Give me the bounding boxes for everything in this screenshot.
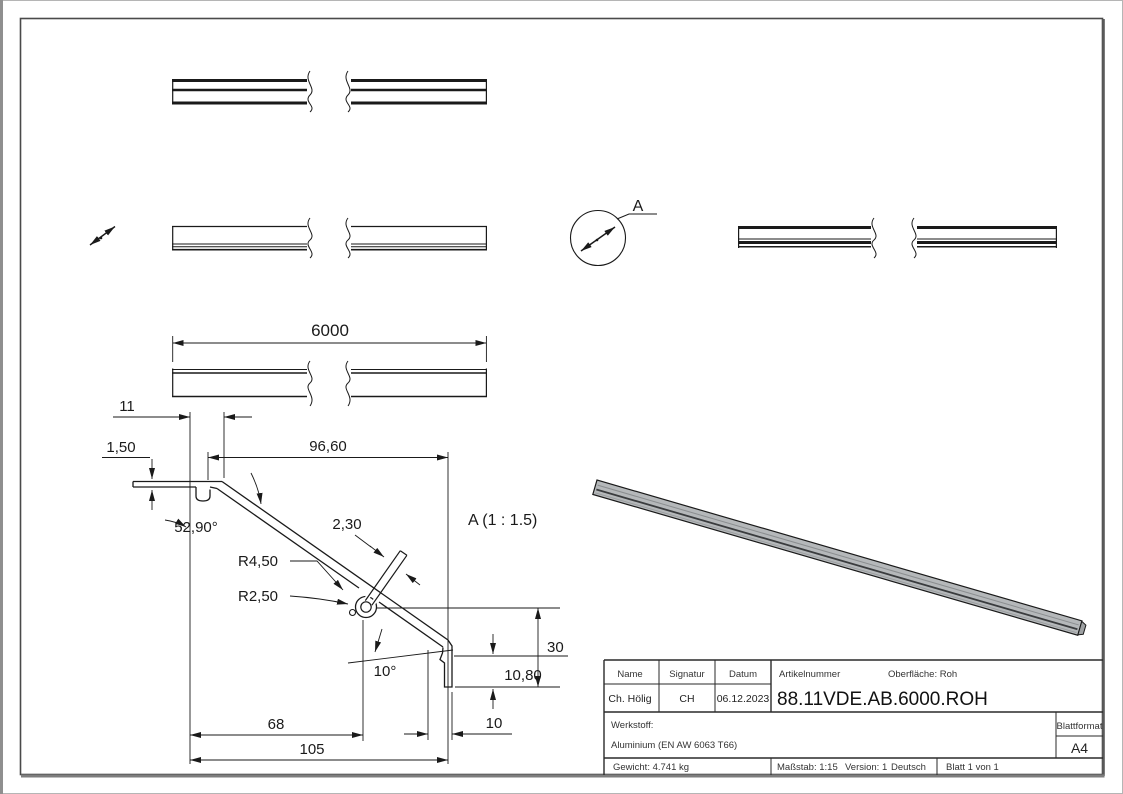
tb-werkstoff-value: Aluminium (EN AW 6063 T66) (611, 740, 738, 751)
dim-105: 105 (299, 741, 325, 758)
tb-datum-value: 06.12.2023 (716, 693, 770, 705)
dim-52-90: 52,90° (174, 519, 218, 536)
tb-blattformat-label: Blattformat (1056, 721, 1103, 732)
dim-r4-50: R4,50 (238, 553, 279, 570)
tb-sprache: Deutsch (891, 762, 926, 773)
dim-30: 30 (547, 639, 564, 656)
tb-massstab: Maßstab: 1:15 (777, 762, 838, 773)
dim-r2-50: R2,50 (238, 588, 279, 605)
tb-artikelnummer-value: 88.11VDE.AB.6000.ROH (777, 689, 988, 710)
tb-gewicht: Gewicht: 4.741 kg (613, 762, 690, 773)
tb-header-datum: Datum (729, 669, 757, 680)
dim-10: 10 (485, 715, 503, 732)
tb-blattformat-value: A4 (1070, 740, 1089, 756)
dim-1-50: 1,50 (106, 439, 136, 456)
dim-10-80: 10,80 (504, 667, 542, 684)
tb-oberflaeche: Oberfläche: Roh (888, 669, 958, 680)
dim-11: 11 (119, 398, 135, 415)
detail-view-title: A (1 : 1.5) (468, 512, 538, 529)
detail-a-label: A (632, 198, 644, 215)
tb-signatur-value: CH (679, 693, 695, 705)
dim-2-30: 2,30 (332, 516, 362, 533)
tb-werkstoff-label: Werkstoff: (611, 720, 654, 731)
dim-10deg: 10° (373, 663, 397, 680)
tb-name-value: Ch. Hölig (608, 693, 652, 705)
dim-6000-text: 6000 (311, 321, 349, 340)
dim-68: 68 (267, 716, 285, 733)
tb-header-artikelnummer: Artikelnummer (779, 669, 841, 680)
tb-blatt: Blatt 1 von 1 (946, 762, 999, 773)
dim-96-60: 96,60 (309, 438, 347, 455)
tb-header-name: Name (617, 669, 643, 680)
tb-version: Version: 1 (845, 762, 888, 773)
tb-header-signatur: Signatur (669, 669, 705, 680)
